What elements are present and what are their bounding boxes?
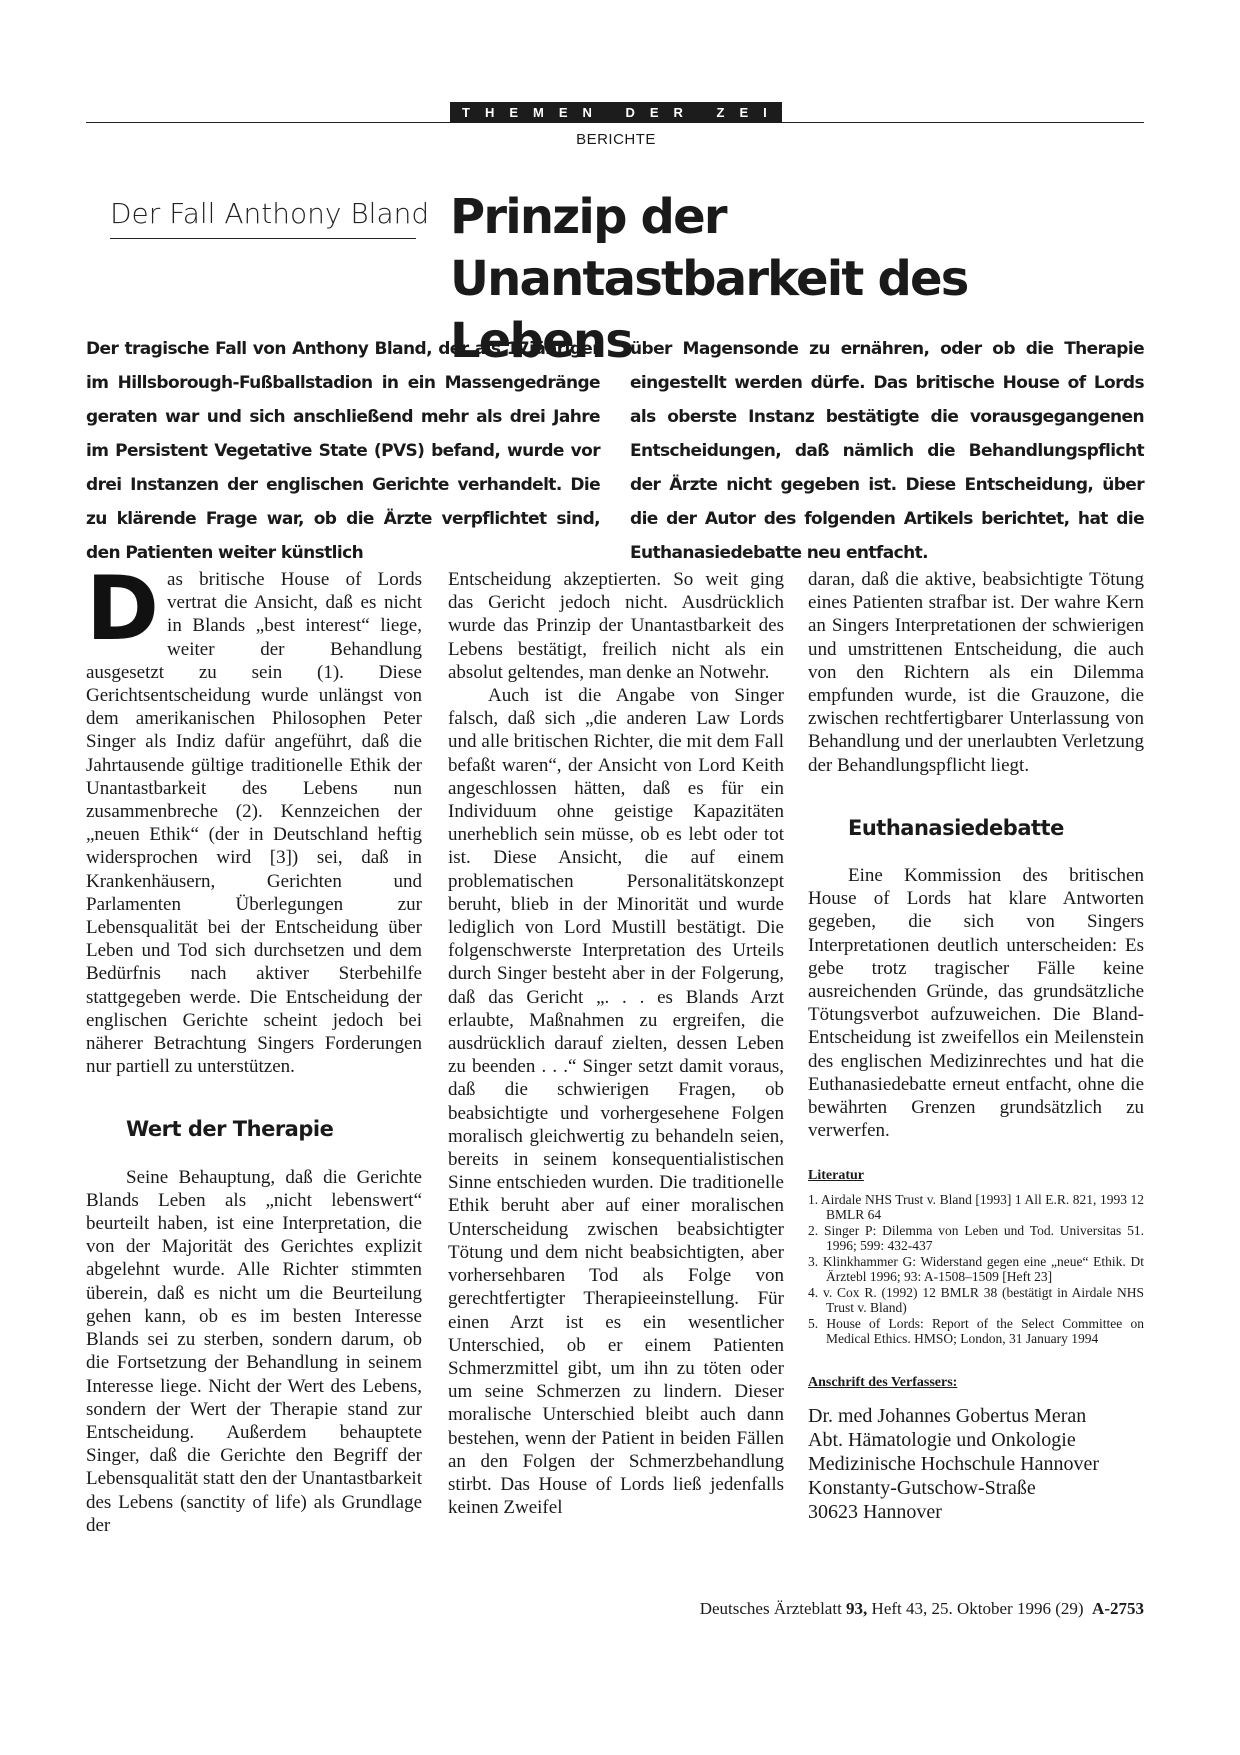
page-number: A-2753 (1092, 1599, 1144, 1618)
address-line: Dr. med Johannes Gobertus Meran (808, 1404, 1087, 1427)
body-column-2 (448, 568, 784, 1519)
subheading-euthanasiedebatte: Euthanasiedebatte (848, 815, 1064, 840)
body-paragraph: Entscheidung akzeptierten. So weit ging das Gericht jedoch nicht. Ausdrücklich wurde das Prinzip der Unantastbarkeit des Lebens bestätigt, freilich nicht als ein absolut geltendes, man denke an Notwehr. (448, 569, 784, 683)
reference-item: 4. v. Cox R. (1992) 12 BMLR 38 (bestätigt in Airdale NHS Trust v. Bland) (808, 1284, 1144, 1316)
journal-name: Deutsches Ärzteblatt (699, 1599, 842, 1618)
author-address-heading: Anschrift des Verfassers: (808, 1374, 958, 1390)
author-address (808, 1404, 1144, 1524)
journal-volume: 93, (846, 1599, 868, 1618)
lead-paragraph-left: Der tragische Fall von Anthony Bland, der als 17jähriger im Hillsborough-Fußballstadion in ein Massengedränge geraten war und sich anschließend mehr als drei Jahre im Persistent Vegetative State (PVS) befand, wurde vor drei Instanzen der englischen Gerichte verhandelt. Die zu klärende Frage war, ob die Ärzte verpflichtet sind, den Patienten weiter künstlich (86, 339, 600, 563)
body-column-3 (808, 568, 1144, 1524)
lead-paragraph-right: über Magensonde zu ernähren, oder ob die Therapie eingestellt werden dürfe. Das britische House of Lords als oberste Instanz bestätigte die vorausgegangenen Entscheidungen, daß nämlich die Behandlungspflicht der Ärzte nicht gegeben ist. Diese Entscheidung, über die der Autor des folgenden Artikels berichtet, hat die Euthanasiedebatte neu entfacht. (630, 339, 1144, 563)
body-paragraph (86, 557, 422, 1078)
article-kicker: Der Fall Anthony Bland (110, 197, 416, 239)
reference-item: 3. Klinkhammer G: Widerstand gegen eine „neue“ Ethik. Dt Ärztebl 1996; 93: A-1508–1509 [Heft 23] (808, 1253, 1144, 1285)
body-paragraph: daran, daß die aktive, beabsichtigte Tötung eines Patienten strafbar ist. Der wahre Kern an Singers Interpretationen der schwierigen und umstrittenen Entscheidung, die auch von den Richtern als ein Dilemma empfunden wurde, ist die Grauzone, die zwischen rechtfertigbarer Unterlassung von Behandlung und der unerlaubten Verletzung der Behandlungspflicht liegt. (808, 569, 1144, 776)
journal-issue: Heft 43, 25. Oktober 1996 (29) (871, 1599, 1084, 1618)
literature-heading: Literatur (808, 1168, 864, 1184)
section-subtitle: BERICHTE (576, 131, 656, 148)
body-paragraph: Eine Kommission des britischen House of Lords hat klare Antworten gegeben, die sich von Singers Interpretationen deutlich unterscheiden: Es gebe trotz tragischer Fälle keine ausreichenden Gründe, das grundsätzliche Tötungsverbot aufzuweichen. Die Bland-Entscheidung ist zweifellos ein Meilenstein des englischen Medizinrechtes und hat die Euthanasiedebatte erneut entfacht, ohne die bewährten Grenzen grundsätzlich zu verwerfen. (808, 865, 1144, 1142)
reference-item: 5. House of Lords: Report of the Select Committee on Medical Ethics. HMSO; London, 31 January 1994 (808, 1315, 1144, 1347)
section-banner: THEMEN DER ZEIT (450, 102, 782, 123)
address-line: Medizinische Hochschule Hannover (808, 1452, 1100, 1475)
drop-cap: D (86, 557, 160, 660)
body-text: as britische House of Lords vertrat die Ansicht, daß es nicht in Blands „best interest“ liege, weiter der Behandlung ausgesetzt zu sein (1). Diese Gerichtsentscheidung wurde unlängst von dem amerikanischen Philosophen Peter Singer als Indiz dafür angeführt, daß die Jahrtausende gültige traditionelle Ethik der Unantastbarkeit des Lebens nun zusammenbreche (2). Kennzeichen der „neuen Ethik“ (der in Deutschland heftig widersprochen wird [3]) sei, daß in Krankenhäusern, Gerichten und Parlamenten Überlegungen zur Lebensqualität bei der Entscheidung über Leben und Tod sich durchsetzen und dem Bedürfnis nach aktiver Sterbehilfe stattgegeben werde. Die Entscheidung der englischen Gerichte scheint jedoch bei näherer Betrachtung Singers Forderungen nur partiell zu unterstützen. (86, 569, 422, 1078)
body-paragraph: Auch ist die Angabe von Singer falsch, daß sich „die anderen Law Lords und alle britischen Richter, die mit dem Fall befaßt waren“, der Ansicht von Lord Keith angeschlossen hätten, daß es für ein Individuum ohne geistige Kapazitäten unerheblich sein müsse, ob es lebt oder tot ist. Diese Ansicht, die auf einem problematischen Personalitätskonzept beruht, blieb in der Minorität und wurde lediglich von Lord Mustill bestätigt. Die folgenschwerste Interpretation des Urteils durch Singer besteht aber in der Folgerung, daß das Gericht „. . . es Blands Arzt erlaubte, Maßnahmen zu ergreifen, die ausdrücklich darauf zielten, dessen Leben zu beenden . . .“ Singer setzt damit voraus, daß die schwierigen Fragen, ob beabsichtigte und vorhergesehene Folgen moralisch gleichwertig zu behandeln seien, bereits in seinem konsequentialistischen Sinne entschieden wurden. Die traditionelle Ethik beruht aber auf einer moralischen Unterscheidung zwischen beabsichtigter Tötung und dem nicht beabsichtigten, aber vorhersehbaren Tod als Folge von gerechtfertigter Therapieeinstellung. Für einen Arzt ist es ein wesentlicher Unterschied, ob er einem Patienten Schmerzmittel gibt, um ihn zu töten oder um seine Schmerzen zu lindern. Dieser moralische Unterschied bleibt auch dann bestehen, wenn der Patient in beiden Fällen an den Folgen der Schmerzbehandlung stirbt. Das House of Lords ließ jedenfalls keinen Zweifel (448, 685, 784, 1519)
reference-list (808, 1192, 1144, 1347)
body-column-1 (86, 557, 422, 1537)
reference-item: 2. Singer P: Dilemma von Leben und Tod. Universitas 51. 1996; 599: 432-437 (808, 1222, 1144, 1254)
body-paragraph: Seine Behauptung, daß die Gerichte Blands Leben als „nicht lebenswert“ beurteilt haben, ist eine Interpretation, die von der Majorität des Gerichtes explizit abgelehnt wurde. Alle Richter stimmten überein, daß es nicht um die Beurteilung gehen kann, ob es im besten Interesse Blands sei zu sterben, sondern darum, ob die Fortsetzung der Behandlung in seinem Interesse liege. Nicht der Wert des Lebens, sondern der Wert der Therapie stand zur Entscheidung. Außerdem behauptete Singer, daß die Gerichte den Begriff der Lebensqualität statt den der Unantastbarkeit des Lebens (sanctity of life) als Grundlage der (86, 1166, 422, 1536)
page-footer (700, 1599, 1144, 1619)
subheading-wert-der-therapie: Wert der Therapie (126, 1117, 334, 1142)
reference-item: 1. Airdale NHS Trust v. Bland [1993] 1 All E.R. 821, 1993 12 BMLR 64 (808, 1191, 1144, 1223)
address-line: Konstanty-Gutschow-Straße (808, 1476, 1036, 1499)
article-headline: Prinzip der Unantastbarkeit des Lebens (450, 189, 968, 369)
address-line: Abt. Hämatologie und Onkologie (808, 1428, 1076, 1451)
address-line: 30623 Hannover (808, 1500, 942, 1523)
